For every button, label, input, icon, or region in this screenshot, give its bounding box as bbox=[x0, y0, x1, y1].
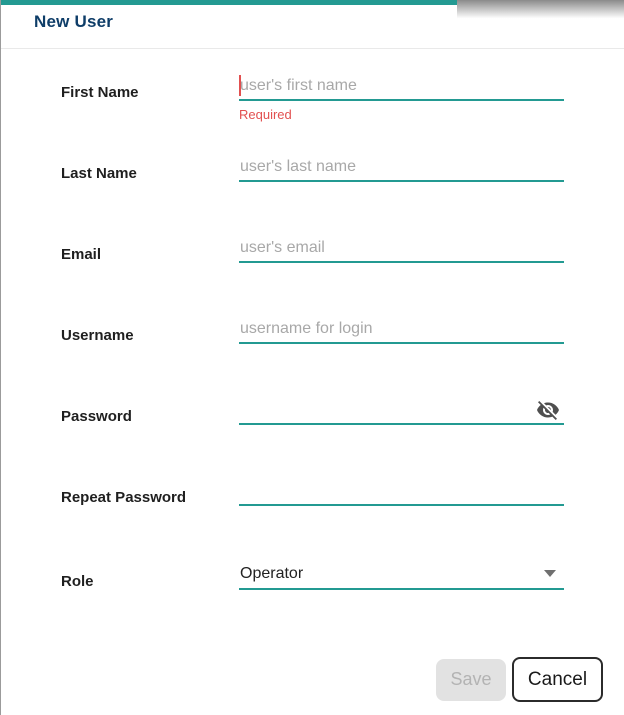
save-button[interactable]: Save bbox=[436, 659, 506, 701]
dialog-title: New User bbox=[34, 12, 114, 31]
text-cursor bbox=[239, 75, 241, 96]
username-field bbox=[239, 318, 564, 344]
visibility-off-icon bbox=[536, 398, 560, 422]
dialog-header bbox=[1, 0, 624, 32]
form-row-role bbox=[1, 542, 624, 626]
dialog-actions bbox=[436, 657, 603, 702]
role-select[interactable] bbox=[239, 565, 564, 590]
role-selected-value: Operator bbox=[240, 565, 304, 582]
last-name-field bbox=[239, 156, 564, 182]
cancel-button[interactable]: Cancel bbox=[512, 657, 603, 702]
password-label: Password bbox=[61, 408, 132, 425]
role-label: Role bbox=[61, 573, 94, 590]
required-error-text: Required bbox=[239, 107, 292, 122]
first-name-label: First Name bbox=[61, 84, 139, 101]
email-label: Email bbox=[61, 246, 102, 263]
password-field bbox=[239, 399, 564, 425]
form-row-repeat-password bbox=[1, 461, 624, 542]
repeat-password-label: Repeat Password bbox=[61, 489, 187, 506]
last-name-input[interactable] bbox=[239, 156, 564, 182]
form-row-first-name bbox=[1, 56, 624, 137]
email-input[interactable] bbox=[239, 237, 564, 263]
new-user-form bbox=[1, 49, 624, 626]
form-row-email bbox=[1, 218, 624, 299]
form-row-password bbox=[1, 380, 624, 461]
last-name-label: Last Name bbox=[61, 165, 137, 182]
first-name-field bbox=[239, 75, 564, 101]
repeat-password-input[interactable] bbox=[239, 480, 564, 506]
toggle-password-visibility-button[interactable] bbox=[536, 398, 560, 422]
email-field bbox=[239, 237, 564, 263]
form-row-last-name bbox=[1, 137, 624, 218]
username-input[interactable] bbox=[239, 318, 564, 344]
password-input[interactable] bbox=[239, 399, 564, 425]
first-name-input[interactable] bbox=[239, 75, 564, 101]
repeat-password-field bbox=[239, 480, 564, 506]
username-label: Username bbox=[61, 327, 134, 344]
form-row-username bbox=[1, 299, 624, 380]
chevron-down-icon bbox=[544, 570, 556, 577]
